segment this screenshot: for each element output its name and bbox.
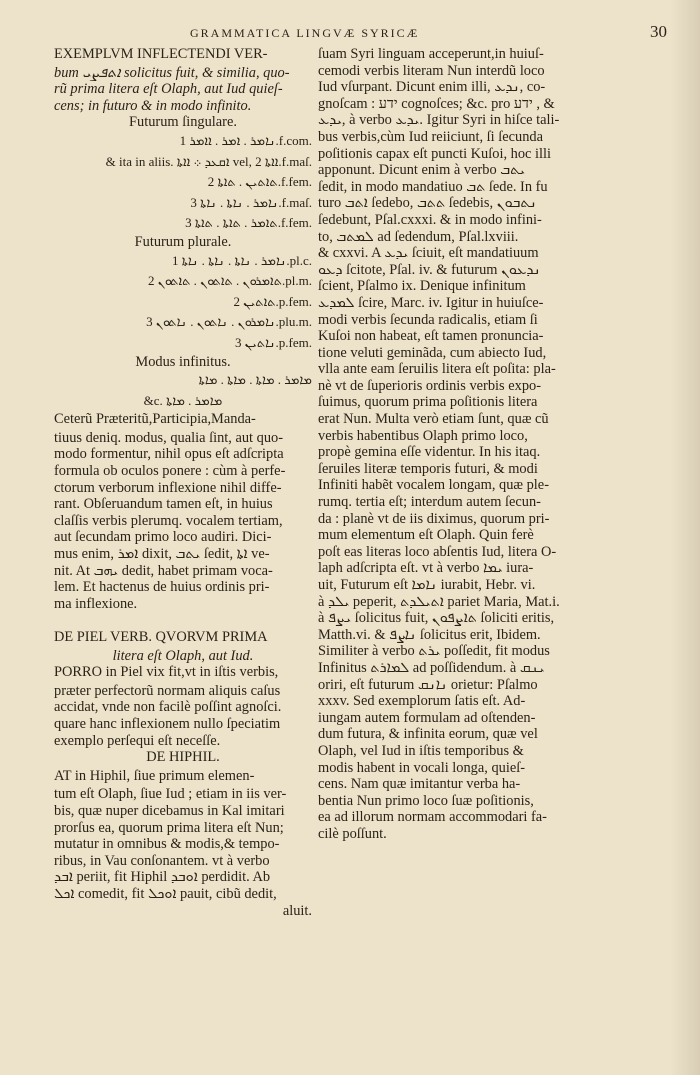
- text-line: ܠܡܕܥ ſcire, Marc. iv. Igitur in huiuſce-: [318, 294, 544, 311]
- text-line: ܬܐܬܝܢ 2.p.fem.: [233, 293, 312, 309]
- text-line: Infiniti habẽt vocalem longam, quæ ple-: [318, 477, 549, 494]
- text-line: præter perfectorũ normam aliquis caſus: [54, 682, 281, 699]
- text-line: ܐܟܠ comedit, fit ܐܘܟܠ pauit, cibũ dedit,: [54, 885, 277, 902]
- text-line: Olaph, vel Iud in iſtis temporibus &: [318, 742, 524, 759]
- text-line: uit, Futurum eſt ܢܐܡܐ iurabit, Hebr. vi.: [318, 577, 536, 593]
- text-line: cilè poſſunt.: [318, 825, 387, 842]
- text-line: ſuam Syri linguam acceperunt,in huiuſ-: [318, 46, 544, 62]
- left-column: [54, 46, 312, 919]
- text-line: da : planè vt de iis diximus, quorum pri-: [318, 510, 550, 527]
- text-line: ſeruiles literæ temporis futuri, & modi: [318, 460, 538, 477]
- text-line: ma inflexione.: [54, 595, 138, 612]
- running-head: GRAMMATICA LINGVÆ SYRICÆ: [190, 26, 420, 40]
- text-line: dum futura, & infinita eorum, quæ vel: [318, 726, 538, 743]
- text-line: exemplo perſequi eſt neceſſe.: [54, 732, 221, 749]
- text-line: ſedit, in modo mandatiuo ܬܒ ſede. In fu: [318, 178, 548, 195]
- text-line: laph adſcripta eſt. vt à verbo ܝܡܐ iura-: [318, 560, 534, 577]
- text-line: ſcient, Pſalmo ix. Denique infinitum: [318, 278, 526, 295]
- text-line: turo ܐܬܒ ſedebo, ܬܬܒ ſedebis, ܢܬܒܘܢ: [318, 195, 537, 212]
- text-line: Kuſoi non habeat, eſt tamen pronuncia-: [318, 328, 544, 345]
- right-column: [318, 46, 584, 843]
- text-line: rumq. tertia eſt; interdum autem ſecun-: [318, 494, 541, 511]
- text-line: vlla ante eam ſeruilis litera eſt poſita: pla-: [318, 361, 556, 378]
- text-line: Ceterũ Præteritũ,Participia,Manda-: [54, 411, 256, 428]
- text-line: PORRO in Piel vix fit,vt in iſtis verbis,: [54, 664, 279, 681]
- text-line: to, ܠܡܬܒ ad ſedendum, Pſal.lxviii.: [318, 228, 519, 245]
- text-line: ܕܥܘ ſcitote, Pſal. iv. & futurum ܢܕܥܘܢ: [318, 261, 541, 278]
- text-line: iungam autem formulam ad oſtenden-: [318, 709, 536, 726]
- text-line: ribus, in Vau conſonantem. vt à verbo: [54, 852, 270, 869]
- text-line: oriri, eſt futurum ܢܐܢܩ orietur: Pſalmo: [318, 676, 538, 693]
- text-line: prorſus ea, quorum prima litera eſt Nun;: [54, 819, 284, 836]
- text-line: & ita in aliis. ܐܩܥܕ ܀ ܐܐܬܐ vel, ܐܐܬܐ 2.f.maſ.: [105, 153, 312, 169]
- text-line: ܡܐܡܪ . ܡܐܬܐ . ܡܐܬܐ . ܡܐܬܐ: [198, 372, 312, 388]
- text-line: aut ſecundam primo loco audiri. Dici-: [54, 529, 272, 546]
- text-line: Futurum plurale.: [134, 233, 232, 250]
- page-header: [0, 22, 700, 46]
- text-line: Modus infinitus.: [135, 353, 231, 370]
- text-line: nit. At ܝܗܒ dedit, habet primam voca-: [54, 562, 273, 579]
- text-line: modo formentur, nihil opus eſt adſcripta: [54, 446, 284, 463]
- text-line: apponunt. Dicunt enim à verbo ܝܬܒ: [318, 162, 525, 179]
- text-line: modi verbis ſecunda radicalis, etiam ſi: [318, 311, 538, 328]
- text-line: ſedebunt, Pſal.cxxxi. & in modo infini-: [318, 211, 542, 228]
- text-line: &c. ܡܐܡܪ . ܡܐܬܐ: [143, 392, 223, 408]
- page-number: 30: [650, 22, 667, 41]
- text-line: accidat, vnde non facilè poſſint agnoſci.: [54, 699, 282, 716]
- text-line: Infinitus ܠܡܐܪܬ ad poſſidendum. à ܝܢܩ: [318, 659, 545, 676]
- text-line: cens. Nam quæ imitantur verba ha-: [318, 776, 521, 793]
- text-line: ſuimus, quorum prima poſitionis litera: [318, 394, 538, 411]
- text-line: nè vt de ſuperioris ordinis verbis expo-: [318, 377, 542, 394]
- text-line: ܢܐܬܝܢ 3.p.fem.: [235, 334, 312, 350]
- text-line: ܐܒܕ periit, fit Hiphil ܐܘܒܕ perdidit. Ab: [54, 869, 271, 886]
- text-line: ܬܐܡܪ . ܬܐܬܐ . ܬܐܬܐ 3.f.fem.: [185, 215, 312, 231]
- text-line: claſſis verbis plerumq. vocalem tertiam,: [54, 512, 283, 529]
- text-line: tiuus deniq. modus, qualia ſint, aut quo-: [54, 429, 284, 446]
- text-line: à ܝܨܦ ſolicitus fuit, ܬܐܨܦܘܢ ſoliciti eritis,: [318, 610, 555, 627]
- text-line: lem. Et hactenus de huius ordinis pri-: [54, 579, 270, 596]
- text-line: bum ܐܬܦܨܝ solicitus fuit, & similia, quo-: [54, 64, 290, 81]
- text-line: gnoſcam : ידע cognoſces; &c. pro ידע , &: [318, 95, 555, 112]
- text-line: à ܝܠܕ peperit, ܐܬܝܠܕܬ pariet Maria, Mat.i.: [318, 593, 560, 610]
- text-line: modis habent in vocali longa, quieſ-: [318, 759, 526, 776]
- text-line: ܬܐܬܝܢ . ܬܐܬܐ 2.f.fem.: [207, 174, 312, 190]
- text-line: & cxxvi. A ܝܕܥ ſciuit, eſt mandatiuum: [318, 245, 539, 262]
- text-line: ܬܐܡܪܘܢ . ܬܐܬܘܢ . ܬܐܬܘܢ 2.pl.m.: [148, 273, 312, 289]
- text-line: ctorum verborum inflexione nihil diffe-: [54, 479, 282, 496]
- text-line: Iud vſurpant. Dicunt enim illi, ܢܕܥ, co-: [318, 79, 546, 96]
- text-line: DE HIPHIL.: [146, 749, 220, 766]
- text-line: formula ob oculos ponere : cùm à perfe-: [54, 463, 286, 480]
- text-line: ܢܐܡܪ . ܢܐܬܐ . ܢܐܬܐ . ܢܐܬܐ 1.pl.c.: [171, 252, 312, 268]
- text-line: bentia Nun primo loco ſuæ poſitionis,: [318, 792, 534, 809]
- text-line: DE PIEL VERB. QVORVM PRIMA: [54, 629, 268, 645]
- text-line: rant. Obſeruandum tamen eſt, in huius: [54, 496, 273, 513]
- text-line: rũ prima litera eſt Olaph, aut Iud quieſ-: [54, 81, 283, 98]
- text-line: Similiter à verbo ܝܪܬ poſſedit, fit modus: [318, 643, 550, 660]
- text-line: Matth.vi. & ܢܐܨܦ ſolicitus erit, Ibidem.: [318, 626, 541, 643]
- text-line: ܢܐܡܪ . ܐܡܪ . ܐܐܡܪ 1.f.com.: [179, 132, 312, 148]
- text-line: mutatur in omnibus & modis,& tempo-: [54, 836, 280, 853]
- text-line: mum elementum eſt Olaph. Quin ferè: [318, 527, 534, 544]
- text-line: quare hanc inflexionem nullo ſpeciatim: [54, 715, 281, 732]
- text-line: bus verbis,cùm Iud reiiciunt, ſi ſecunda: [318, 128, 543, 145]
- text-line: tione veluti geminãda, cum abiecto Iud,: [318, 344, 547, 361]
- page-edge-shadow: [670, 0, 700, 1075]
- text-line: ܝܕܥ, à verbo ܝܕܥ. Igitur Syri in hiſce tali-: [318, 112, 560, 129]
- text-line: verbis habentibus Olaph primo loco,: [318, 427, 528, 444]
- text-line: propè gemina eſſe videntur. In his itaq.: [318, 444, 541, 461]
- text-line: erat Nun. Multa verò etiam ſunt, quæ cũ: [318, 411, 549, 428]
- text-line: [54, 612, 312, 629]
- text-line: ܢܐܡܪܘܢ . ܢܐܬܘܢ . ܢܐܬܘܢ 3.plu.m.: [146, 314, 312, 330]
- text-line: poſitionis capax eſt puncti Kuſoi, hoc illi: [318, 145, 552, 162]
- text-line: Futurum ſingulare.: [129, 114, 237, 131]
- text-line: cens; in futuro & in modo infinito.: [54, 97, 252, 114]
- text-line: litera eſt Olaph, aut Iud.: [112, 647, 254, 664]
- text-line: tum eſt Olaph, ſiue Iud ; etiam in iis ver-: [54, 786, 287, 803]
- text-line: aluit.: [282, 902, 312, 919]
- text-line: ea ad illorum normam accommodari fa-: [318, 809, 547, 826]
- text-line: poſt eas literas loco abſentis Iud, litera O-: [318, 543, 557, 560]
- text-line: bis, quæ nuper dicebamus in Kal imitari: [54, 802, 285, 819]
- text-line: xxxv. Sed exemplorum ſatis eſt. Ad-: [318, 693, 526, 710]
- text-line: EXEMPLVM INFLECTENDI VER-: [54, 46, 268, 62]
- text-line: ܢܐܡܪ . ܢܐܬܐ . ܢܐܬܐ 3.f.maſ.: [190, 194, 312, 210]
- text-line: cemodi verbis literam Nun interdũ loco: [318, 62, 545, 79]
- text-line: AT in Hiphil, ſiue primum elemen-: [54, 767, 255, 784]
- text-line: mus enim, ܐܡܪ dixit, ܝܬܒ ſedit, ܐܬܐ ve-: [54, 546, 270, 563]
